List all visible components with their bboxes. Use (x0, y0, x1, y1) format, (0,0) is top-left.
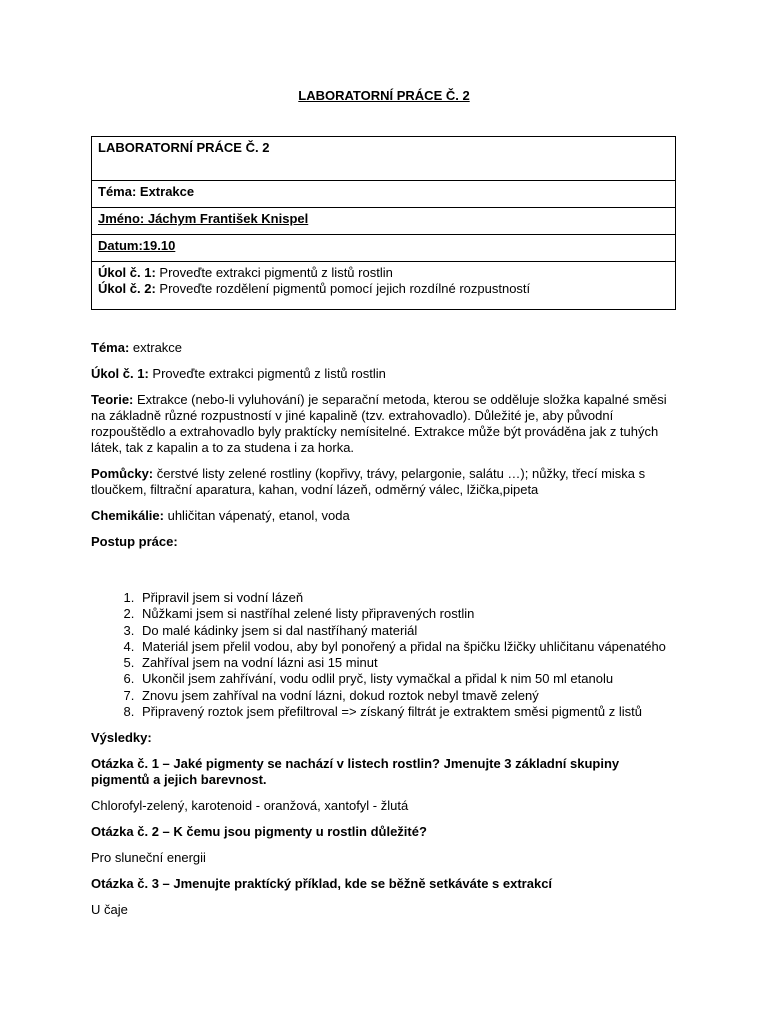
tools-paragraph (91, 466, 676, 498)
answer-1: Chlorofyl-zelený, karotenoid - oranžová, xantofyl - žlutá (91, 798, 409, 814)
question-1-label: Otázka č. 1 (91, 756, 159, 772)
procedure-step: 8. Připravený roztok jsem přefiltroval => získaný filtrát je extraktem směsi pigmentů z listů (138, 704, 676, 720)
procedure-step: 6. Ukončil jsem zahřívání, vodu odlil pryč, listy vymačkal a přidal k nim 50 ml etanolu (138, 671, 676, 687)
header-task-1-label: Úkol č. 1: (98, 265, 156, 280)
question-2 (91, 824, 676, 840)
theory-paragraph (91, 392, 676, 456)
task-paragraph (91, 366, 676, 382)
chemicals-label: Chemikálie: (91, 508, 164, 523)
results-heading: Výsledky: (91, 730, 152, 746)
header-task-2-label: Úkol č. 2: (98, 281, 156, 296)
chemicals-text: uhličitan vápenatý, etanol, voda (163, 508, 350, 523)
header-cell-title: LABORATORNÍ PRÁCE Č. 2 (92, 137, 676, 181)
question-3-text: – Jmenujte praktícký příklad, kde se běžně setkáváte s extrakcí (158, 876, 553, 892)
header-task-2-text: Proveďte rozdělení pigmentů pomocí jejich rozdílné rozpustností (155, 281, 531, 296)
header-task-1-text: Proveďte extrakci pigmentů z listů rostlin (155, 265, 393, 280)
theme-text: extrakce (129, 340, 183, 355)
procedure-step: 7. Znovu jsem zahříval na vodní lázni, dokud roztok nebyl tmavě zelený (138, 688, 676, 704)
procedure-step: 4. Materiál jsem přelil vodou, aby byl ponořený a přidal na špičku lžičky uhličitanu vápenatého (138, 639, 676, 655)
question-3-label: Otázka č. 3 (91, 876, 159, 892)
header-row-theme (92, 181, 676, 208)
theory-text: Extrakce (nebo-li vyluhování) je separační metoda, kterou se odděluje složka kapalné směsi na základně různé rozpustností v jiné kapalině (tzv. extrahovadlo). Důležité je, aby původní rozpouštědlo a extrahovadlo byly praktícky nemísitelné. Extrakce může být prováděna jak z tuhých látek, tak z kapalin a to za studena i za horka. (91, 392, 667, 455)
header-cell-theme: Téma: Extrakce (92, 181, 676, 208)
task-text: Proveďte extrakci pigmentů z listů rostlin (148, 366, 386, 381)
header-cell-name: Jméno: Jáchym František Knispel (92, 208, 676, 235)
header-table (91, 136, 676, 310)
question-1-text: – Jaké pigmenty se nachází v listech rostlin? Jmenujte 3 základní skupiny pigmentů a jejich barevnost. (91, 756, 620, 788)
header-task-2 (98, 281, 669, 297)
question-2-text: – K čemu jsou pigmenty u rostlin důležité? (158, 824, 427, 840)
question-3 (91, 876, 676, 892)
procedure-step: 1. Připravil jsem si vodní lázeň (138, 590, 676, 606)
procedure-step: 3. Do malé kádinky jsem si dal nastříhaný materiál (138, 623, 676, 639)
task-label: Úkol č. 1: (91, 366, 149, 381)
header-row-date (92, 235, 676, 262)
chemicals-paragraph (91, 508, 676, 524)
header-task-1 (98, 265, 669, 281)
tools-text: čerstvé listy zelené rostliny (kopřivy, trávy, pelargonie, salátu …); nůžky, třecí miska s tloučkem, filtrační aparatura, kahan, vodní lázeň, odměrný válec, lžička,pipeta (91, 466, 646, 497)
theme-label: Téma: (91, 340, 130, 355)
header-cell-tasks (92, 262, 676, 310)
procedure-step: 2. Nůžkami jsem si nastříhal zelené listy připravených rostlin (138, 606, 676, 622)
header-row-name (92, 208, 676, 235)
document-title: LABORATORNÍ PRÁCE Č. 2 (298, 88, 470, 103)
header-row-tasks (92, 262, 676, 310)
procedure-heading: Postup práce: (91, 534, 178, 549)
question-2-label: Otázka č. 2 (91, 824, 159, 840)
header-row-title (92, 137, 676, 181)
tools-label: Pomůcky: (91, 466, 154, 481)
answer-2: Pro sluneční energii (91, 850, 206, 866)
header-cell-date: Datum:19.10 (92, 235, 676, 262)
procedure-step: 5. Zahříval jsem na vodní lázni asi 15 minut (138, 655, 676, 671)
question-1 (91, 756, 676, 788)
answer-3: U čaje (91, 902, 128, 918)
procedure-steps-list (91, 590, 676, 720)
theory-label: Teorie: (91, 392, 134, 407)
theme-paragraph (91, 340, 676, 356)
document-body (91, 340, 676, 928)
